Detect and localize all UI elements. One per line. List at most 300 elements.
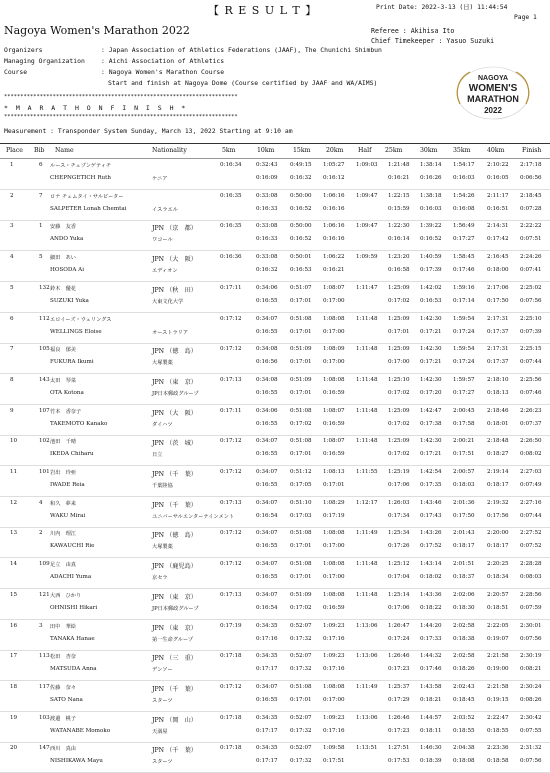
split-time-cell: 1:25:14 [388, 591, 410, 598]
team-cell: 大東文化大学 [152, 298, 184, 305]
name-jp-cell: 松田 杏奈 [50, 654, 76, 661]
table-row [0, 711, 550, 743]
name-jp-cell: 和久 夢来 [50, 500, 76, 507]
lap-time-cell: 0:17:01 [290, 328, 312, 335]
split-time-cell: 1:08:07 [323, 284, 345, 291]
lap-time-cell: 0:18:01 [487, 420, 509, 427]
name-jp-cell: 田中 華絵 [50, 623, 76, 630]
bib-cell: 5 [39, 254, 43, 261]
lap-time-cell: 0:17:00 [388, 359, 410, 366]
name-en-cell: CHEPNGETICH Ruth [50, 175, 111, 181]
split-time-cell: 1:11:55 [356, 469, 378, 475]
split-time-cell: 0:17:18 [220, 653, 242, 660]
lap-time-cell: 0:17:32 [290, 666, 312, 673]
lap-time-cell: 0:17:53 [388, 758, 410, 765]
lap-time-cell: 0:16:59 [323, 451, 345, 458]
lap-time-cell: 0:17:16 [256, 635, 278, 642]
lap-time-cell: 0:07:28 [520, 205, 542, 212]
name-jp-cell: 佐藤 奈々 [50, 684, 76, 691]
split-time-cell: 2:17:18 [520, 162, 542, 168]
lap-time-cell: 0:07:59 [520, 604, 542, 611]
lap-time-cell: 0:17:04 [388, 574, 410, 581]
split-time-cell: 0:51:10 [290, 499, 312, 506]
lap-time-cell: 0:17:50 [487, 297, 509, 304]
split-time-cell: 1:11:48 [356, 591, 378, 598]
split-time-cell: 2:30:24 [520, 683, 542, 690]
lap-time-cell: 0:19:00 [487, 666, 509, 673]
split-time-cell: 1:42:30 [420, 315, 442, 322]
table-row [0, 619, 550, 651]
name-jp-cell: エロイーズ・ウェリングス [50, 316, 112, 323]
place-cell: 9 [10, 407, 14, 414]
split-time-cell: 1:09:59 [356, 254, 378, 261]
table-row [0, 680, 550, 712]
split-time-cell: 1:23:20 [388, 254, 410, 261]
logo-line-1: NAGOYA [477, 75, 509, 82]
lap-time-cell: 0:16:21 [323, 267, 345, 274]
name-en-cell: SALPETER Lonah Chemtai [50, 205, 127, 212]
lap-time-cell: 0:16:03 [420, 205, 442, 212]
team-cell: ケニア [152, 176, 168, 182]
name-jp-cell: 鈴木 優花 [50, 285, 76, 292]
split-time-cell: 0:34:35 [256, 745, 278, 752]
bib-cell: 147 [39, 745, 50, 752]
lap-time-cell: 0:16:12 [323, 175, 345, 181]
lap-time-cell: 0:16:26 [420, 175, 442, 181]
split-time-cell: 2:19:14 [487, 469, 509, 475]
lap-time-cell: 0:18:21 [420, 696, 442, 703]
lap-time-cell: 0:18:11 [420, 727, 442, 734]
chief-timekeeper: Chief Timekeeper : Yasuo Suzuki [371, 37, 495, 45]
split-time-cell: 0:33:08 [256, 192, 278, 199]
split-time-cell: 0:52:07 [290, 653, 312, 660]
nationality-cell: JPN （三 重） [152, 655, 197, 663]
split-time-cell: 0:17:12 [220, 346, 242, 353]
split-time-cell: 0:17:12 [220, 530, 242, 537]
course-value: : Nagoya Women's Marathon Course [101, 68, 225, 76]
split-time-cell: 2:02:06 [453, 591, 475, 598]
split-time-cell: 0:34:35 [256, 653, 278, 660]
bib-cell: 132 [39, 284, 50, 291]
split-time-cell: 1:54:17 [453, 162, 475, 168]
lap-time-cell: 0:17:05 [290, 482, 312, 488]
lap-time-cell: 0:16:09 [256, 175, 278, 181]
split-time-cell: 1:40:59 [420, 254, 442, 261]
team-cell: 日立 [152, 452, 163, 459]
lap-time-cell: 0:16:59 [323, 420, 345, 427]
split-time-cell: 2:18:45 [520, 192, 542, 199]
split-time-cell: 1:43:58 [420, 683, 442, 690]
split-time-cell: 2:01:36 [453, 499, 475, 506]
lap-time-cell: 0:18:26 [453, 666, 475, 673]
table-row [0, 526, 550, 558]
lap-time-cell: 0:17:23 [388, 727, 410, 734]
lap-time-cell: 0:16:14 [388, 236, 410, 243]
lap-time-cell: 0:16:05 [487, 175, 509, 181]
split-time-cell: 2:30:01 [520, 622, 542, 629]
split-time-cell: 0:34:06 [256, 284, 278, 291]
lap-time-cell: 0:18:39 [420, 758, 442, 765]
split-time-cell: 0:17:12 [220, 469, 242, 475]
lap-time-cell: 0:17:58 [453, 420, 475, 427]
split-time-cell: 1:39:22 [420, 223, 442, 230]
split-time-cell: 2:16:45 [487, 254, 509, 261]
lap-time-cell: 0:07:41 [520, 267, 542, 274]
lap-time-cell: 0:18:17 [453, 543, 475, 550]
place-cell: 14 [10, 561, 18, 568]
lap-time-cell: 0:07:49 [520, 482, 542, 488]
split-time-cell: 0:32:43 [256, 162, 278, 168]
lap-time-cell: 0:17:17 [256, 758, 278, 765]
split-time-cell: 1:09:47 [356, 223, 378, 230]
split-time-cell: 2:19:32 [487, 499, 509, 506]
lap-time-cell: 0:16:54 [256, 512, 278, 519]
split-time-cell: 1:43:36 [420, 591, 442, 598]
lap-time-cell: 0:17:02 [388, 389, 410, 396]
results-table-header [0, 143, 550, 159]
bib-cell: 117 [39, 683, 50, 690]
name-en-cell: WATANABE Momoko [50, 727, 111, 734]
lap-time-cell: 0:16:55 [256, 482, 278, 488]
lap-time-cell: 0:17:33 [420, 635, 442, 642]
split-time-cell: 0:34:06 [256, 407, 278, 414]
lap-time-cell: 0:17:17 [256, 727, 278, 734]
split-time-cell: 0:17:18 [220, 714, 242, 721]
column-header: 25km [385, 147, 403, 154]
table-row [0, 373, 550, 405]
split-time-cell: 1:25:09 [388, 315, 410, 322]
name-jp-cell: 岩出 玲亜 [50, 470, 76, 476]
lap-time-cell: 0:18:17 [487, 543, 509, 550]
split-time-cell: 1:08:08 [323, 561, 345, 568]
bib-cell: 1 [39, 223, 43, 230]
split-time-cell: 2:20:00 [487, 530, 509, 537]
lap-time-cell: 0:17:21 [420, 328, 442, 335]
lap-time-cell: 0:17:01 [290, 696, 312, 703]
name-jp-cell: 太田 琴菜 [50, 377, 76, 384]
lap-time-cell: 0:16:59 [323, 604, 345, 611]
bib-cell: 6 [39, 162, 43, 168]
lap-time-cell: 0:08:03 [520, 574, 542, 581]
nationality-cell: JPN （岡 山） [152, 716, 197, 724]
lap-time-cell: 0:18:30 [453, 604, 475, 611]
lap-time-cell: 0:17:02 [290, 604, 312, 611]
split-time-cell: 0:17:12 [220, 561, 242, 568]
lap-time-cell: 0:16:55 [256, 451, 278, 458]
split-time-cell: 2:27:16 [520, 499, 542, 506]
lap-time-cell: 0:18:22 [420, 604, 442, 611]
table-row [0, 250, 550, 282]
lap-time-cell: 0:17:02 [290, 420, 312, 427]
place-cell: 19 [10, 714, 18, 721]
lap-time-cell: 0:08:02 [520, 451, 542, 458]
split-time-cell: 1:11:47 [356, 284, 378, 291]
lap-time-cell: 0:17:16 [323, 727, 345, 734]
team-cell: エディオン [152, 268, 178, 275]
bib-cell: 143 [39, 376, 50, 383]
lap-time-cell: 0:19:15 [487, 696, 509, 703]
split-time-cell: 1:58:45 [453, 254, 475, 261]
split-time-cell: 1:59:16 [453, 284, 475, 291]
team-cell: 京セラ [152, 575, 168, 582]
lap-time-cell: 0:16:52 [420, 236, 442, 243]
name-en-cell: IKEDA Chiharu [50, 451, 94, 458]
split-time-cell: 1:25:34 [388, 530, 410, 537]
lap-time-cell: 0:18:55 [453, 727, 475, 734]
split-time-cell: 1:42:02 [420, 284, 442, 291]
lap-time-cell: 0:17:02 [388, 297, 410, 304]
lap-time-cell: 0:17:02 [388, 420, 410, 427]
lap-time-cell: 0:16:55 [256, 297, 278, 304]
split-time-cell: 1:09:03 [356, 162, 378, 168]
name-en-cell: FUKURA Ikumi [50, 359, 94, 366]
split-time-cell: 0:51:09 [290, 376, 312, 383]
split-time-cell: 0:17:13 [220, 591, 242, 598]
split-time-cell: 2:25:10 [520, 315, 542, 322]
lap-time-cell: 0:17:14 [453, 297, 475, 304]
split-time-cell: 1:26:46 [388, 653, 410, 660]
lap-time-cell: 0:17:17 [256, 666, 278, 673]
nationality-cell: JPN （東 京） [152, 593, 197, 601]
bib-cell: 2 [39, 530, 43, 537]
place-cell: 8 [10, 376, 14, 383]
lap-time-cell: 0:18:51 [487, 604, 509, 611]
name-jp-cell: ロナ チェムタイ・サルピーター [50, 193, 124, 200]
split-time-cell: 2:04:38 [453, 745, 475, 752]
name-jp-cell: 安藤 友香 [50, 224, 76, 231]
lap-time-cell: 0:17:16 [323, 666, 345, 673]
place-cell: 6 [10, 315, 14, 322]
split-time-cell: 1:08:07 [323, 407, 345, 414]
lap-time-cell: 0:16:16 [323, 236, 345, 243]
split-time-cell: 2:30:19 [520, 653, 542, 660]
column-header: Finish [522, 147, 542, 154]
split-time-cell: 2:22:22 [520, 223, 542, 230]
split-time-cell: 0:16:35 [220, 223, 242, 230]
split-time-cell: 1:42:54 [420, 469, 442, 475]
bib-cell: 101 [39, 469, 50, 475]
lap-time-cell: 0:17:01 [323, 482, 345, 488]
split-time-cell: 0:16:36 [220, 254, 242, 261]
lap-time-cell: 0:07:56 [520, 635, 542, 642]
name-en-cell: KAWAUCHI Rie [50, 543, 95, 550]
lap-time-cell: 0:17:01 [388, 328, 410, 335]
table-row [0, 496, 550, 528]
split-time-cell: 1:13:06 [356, 714, 378, 721]
lap-time-cell: 0:16:58 [388, 267, 410, 274]
lap-time-cell: 0:17:06 [388, 482, 410, 488]
nationality-cell: JPN （千 葉） [152, 501, 197, 509]
lap-time-cell: 0:18:55 [487, 727, 509, 734]
lap-time-cell: 0:17:46 [453, 267, 475, 274]
place-cell: 4 [10, 254, 14, 261]
split-time-cell: 1:25:09 [388, 284, 410, 291]
bib-cell: 113 [39, 653, 50, 660]
split-time-cell: 1:11:48 [356, 376, 378, 383]
bib-cell: 102 [39, 438, 50, 445]
column-header: 35km [453, 147, 471, 154]
table-row [0, 434, 550, 466]
split-time-cell: 2:00:57 [453, 469, 475, 475]
lap-time-cell: 0:16:03 [453, 175, 475, 181]
lap-time-cell: 0:16:21 [388, 175, 410, 181]
split-time-cell: 2:10:22 [487, 162, 509, 168]
split-time-cell: 2:14:31 [487, 223, 509, 230]
split-time-cell: 2:24:26 [520, 254, 542, 261]
split-time-cell: 0:34:08 [256, 376, 278, 383]
split-time-cell: 1:11:49 [356, 683, 378, 690]
bib-cell: 7 [39, 192, 43, 199]
bib-cell: 105 [39, 346, 50, 353]
lap-time-cell: 0:16:08 [453, 205, 475, 212]
split-time-cell: 2:00:45 [453, 407, 475, 414]
lap-time-cell: 0:17:00 [323, 696, 345, 703]
column-header: 20km [326, 147, 344, 154]
split-time-cell: 2:28:56 [520, 591, 542, 598]
name-en-cell: TANAKA Hanae [50, 635, 95, 642]
column-header: 5km [222, 147, 236, 154]
nationality-cell: JPN （大 阪） [152, 409, 197, 417]
name-en-cell: SUZUKI Yuka [50, 297, 89, 304]
team-cell: オーストラリア [152, 329, 189, 336]
managing-value: : Aichi Association of Athletics [101, 57, 225, 65]
lap-time-cell: 0:19:07 [487, 635, 509, 642]
nationality-cell: JPN （大 阪） [152, 256, 197, 264]
split-time-cell: 1:09:58 [323, 745, 345, 752]
lap-time-cell: 0:16:55 [256, 420, 278, 427]
lap-time-cell: 0:17:46 [420, 666, 442, 673]
star-divider-top: ************************************************************************ [4, 94, 238, 100]
split-time-cell: 2:31:32 [520, 745, 542, 752]
team-cell: 第一生命グループ [152, 636, 194, 643]
split-time-cell: 2:02:58 [453, 653, 475, 660]
split-time-cell: 0:34:35 [256, 622, 278, 629]
split-time-cell: 1:11:48 [356, 407, 378, 414]
split-time-cell: 0:50:00 [290, 192, 312, 199]
split-time-cell: 2:30:42 [520, 714, 542, 721]
table-row [0, 404, 550, 436]
column-header: Name [55, 147, 74, 154]
split-time-cell: 1:06:16 [323, 192, 345, 199]
split-time-cell: 2:17:31 [487, 346, 509, 353]
lap-time-cell: 0:16:51 [487, 205, 509, 212]
lap-time-cell: 0:18:03 [453, 482, 475, 488]
split-time-cell: 2:26:50 [520, 438, 542, 445]
name-jp-cell: 川内 理江 [50, 531, 76, 538]
split-time-cell: 1:56:49 [453, 223, 475, 230]
split-time-cell: 0:33:08 [256, 254, 278, 261]
split-time-cell: 1:25:09 [388, 407, 410, 414]
lap-time-cell: 0:16:53 [420, 297, 442, 304]
lap-time-cell: 0:08:21 [520, 666, 542, 673]
column-header: Nationality [152, 147, 187, 154]
split-time-cell: 1:25:19 [388, 469, 410, 475]
split-time-cell: 1:26:46 [388, 714, 410, 721]
split-time-cell: 0:51:09 [290, 591, 312, 598]
split-time-cell: 2:01:43 [453, 530, 475, 537]
split-time-cell: 1:13:06 [356, 622, 378, 629]
name-en-cell: TAKEMOTO Kanako [50, 420, 108, 427]
nationality-cell: JPN （茨 城） [152, 440, 197, 448]
lap-time-cell: 0:07:55 [520, 727, 542, 734]
split-time-cell: 2:21:58 [487, 653, 509, 660]
split-time-cell: 1:08:08 [323, 530, 345, 537]
lap-time-cell: 0:17:02 [388, 451, 410, 458]
split-time-cell: 1:25:09 [388, 438, 410, 445]
lap-time-cell: 0:17:34 [388, 512, 410, 519]
split-time-cell: 1:42:47 [420, 407, 442, 414]
logo-line-2: WOMEN'S [468, 83, 518, 94]
team-cell: ワコール [152, 237, 173, 244]
column-header: Half [358, 147, 372, 154]
place-cell: 1 [10, 162, 14, 168]
split-time-cell: 1:08:08 [323, 591, 345, 598]
name-jp-cell: 渡邊 桃子 [50, 715, 76, 722]
column-header: 10km [257, 147, 275, 154]
split-time-cell: 0:17:13 [220, 499, 242, 506]
name-en-cell: OHNISHI Hikari [50, 604, 98, 611]
bib-cell: 109 [39, 561, 50, 568]
lap-time-cell: 0:17:01 [290, 359, 312, 366]
split-time-cell: 2:11:17 [487, 192, 509, 199]
nationality-cell: JPN （千 葉） [152, 747, 197, 755]
team-cell: ユニバーサルエンターテインメント [152, 513, 235, 520]
split-time-cell: 2:25:02 [520, 284, 542, 291]
split-time-cell: 2:28:28 [520, 561, 542, 568]
split-time-cell: 2:17:06 [487, 284, 509, 291]
place-cell: 12 [10, 499, 18, 506]
bib-cell: 107 [39, 407, 50, 414]
lap-time-cell: 0:17:01 [290, 543, 312, 550]
name-en-cell: IWADE Reia [50, 482, 85, 488]
split-time-cell: 2:20:25 [487, 561, 509, 568]
team-cell: スターツ [152, 697, 173, 704]
split-time-cell: 1:09:47 [356, 192, 378, 199]
page-number: Page 1 [514, 14, 537, 21]
table-row [0, 219, 550, 251]
split-time-cell: 1:43:14 [420, 561, 442, 568]
team-cell: ダイハツ [152, 421, 173, 428]
split-time-cell: 1:26:47 [388, 622, 410, 629]
column-header: Bib [34, 147, 45, 154]
lap-time-cell: 0:18:00 [487, 267, 509, 274]
split-time-cell: 0:51:08 [290, 315, 312, 322]
team-cell: 千葉陸協 [152, 483, 173, 489]
place-cell: 15 [10, 591, 18, 598]
table-row [0, 158, 550, 190]
split-time-cell: 2:17:31 [487, 315, 509, 322]
table-row [0, 741, 550, 773]
race-name: Nagoya Women's Marathon 2022 [4, 24, 190, 37]
team-cell: JP日本郵政グループ [152, 605, 199, 612]
split-time-cell: 1:26:03 [388, 499, 410, 506]
lap-time-cell: 0:17:52 [420, 543, 442, 550]
split-time-cell: 0:51:08 [290, 438, 312, 445]
split-time-cell: 1:05:27 [323, 162, 345, 168]
split-time-cell: 0:17:11 [220, 407, 242, 414]
place-cell: 20 [10, 745, 18, 752]
split-time-cell: 2:01:51 [453, 561, 475, 568]
place-cell: 18 [10, 683, 18, 690]
split-time-cell: 2:00:21 [453, 438, 475, 445]
nationality-cell: JPN （東 京） [152, 624, 197, 632]
split-time-cell: 0:49:15 [290, 162, 312, 168]
split-time-cell: 1:38:18 [420, 192, 442, 199]
lap-time-cell: 0:15:59 [388, 205, 410, 212]
split-time-cell: 1:25:12 [388, 561, 410, 568]
bib-cell: 103 [39, 714, 50, 721]
lap-time-cell: 0:17:21 [420, 359, 442, 366]
